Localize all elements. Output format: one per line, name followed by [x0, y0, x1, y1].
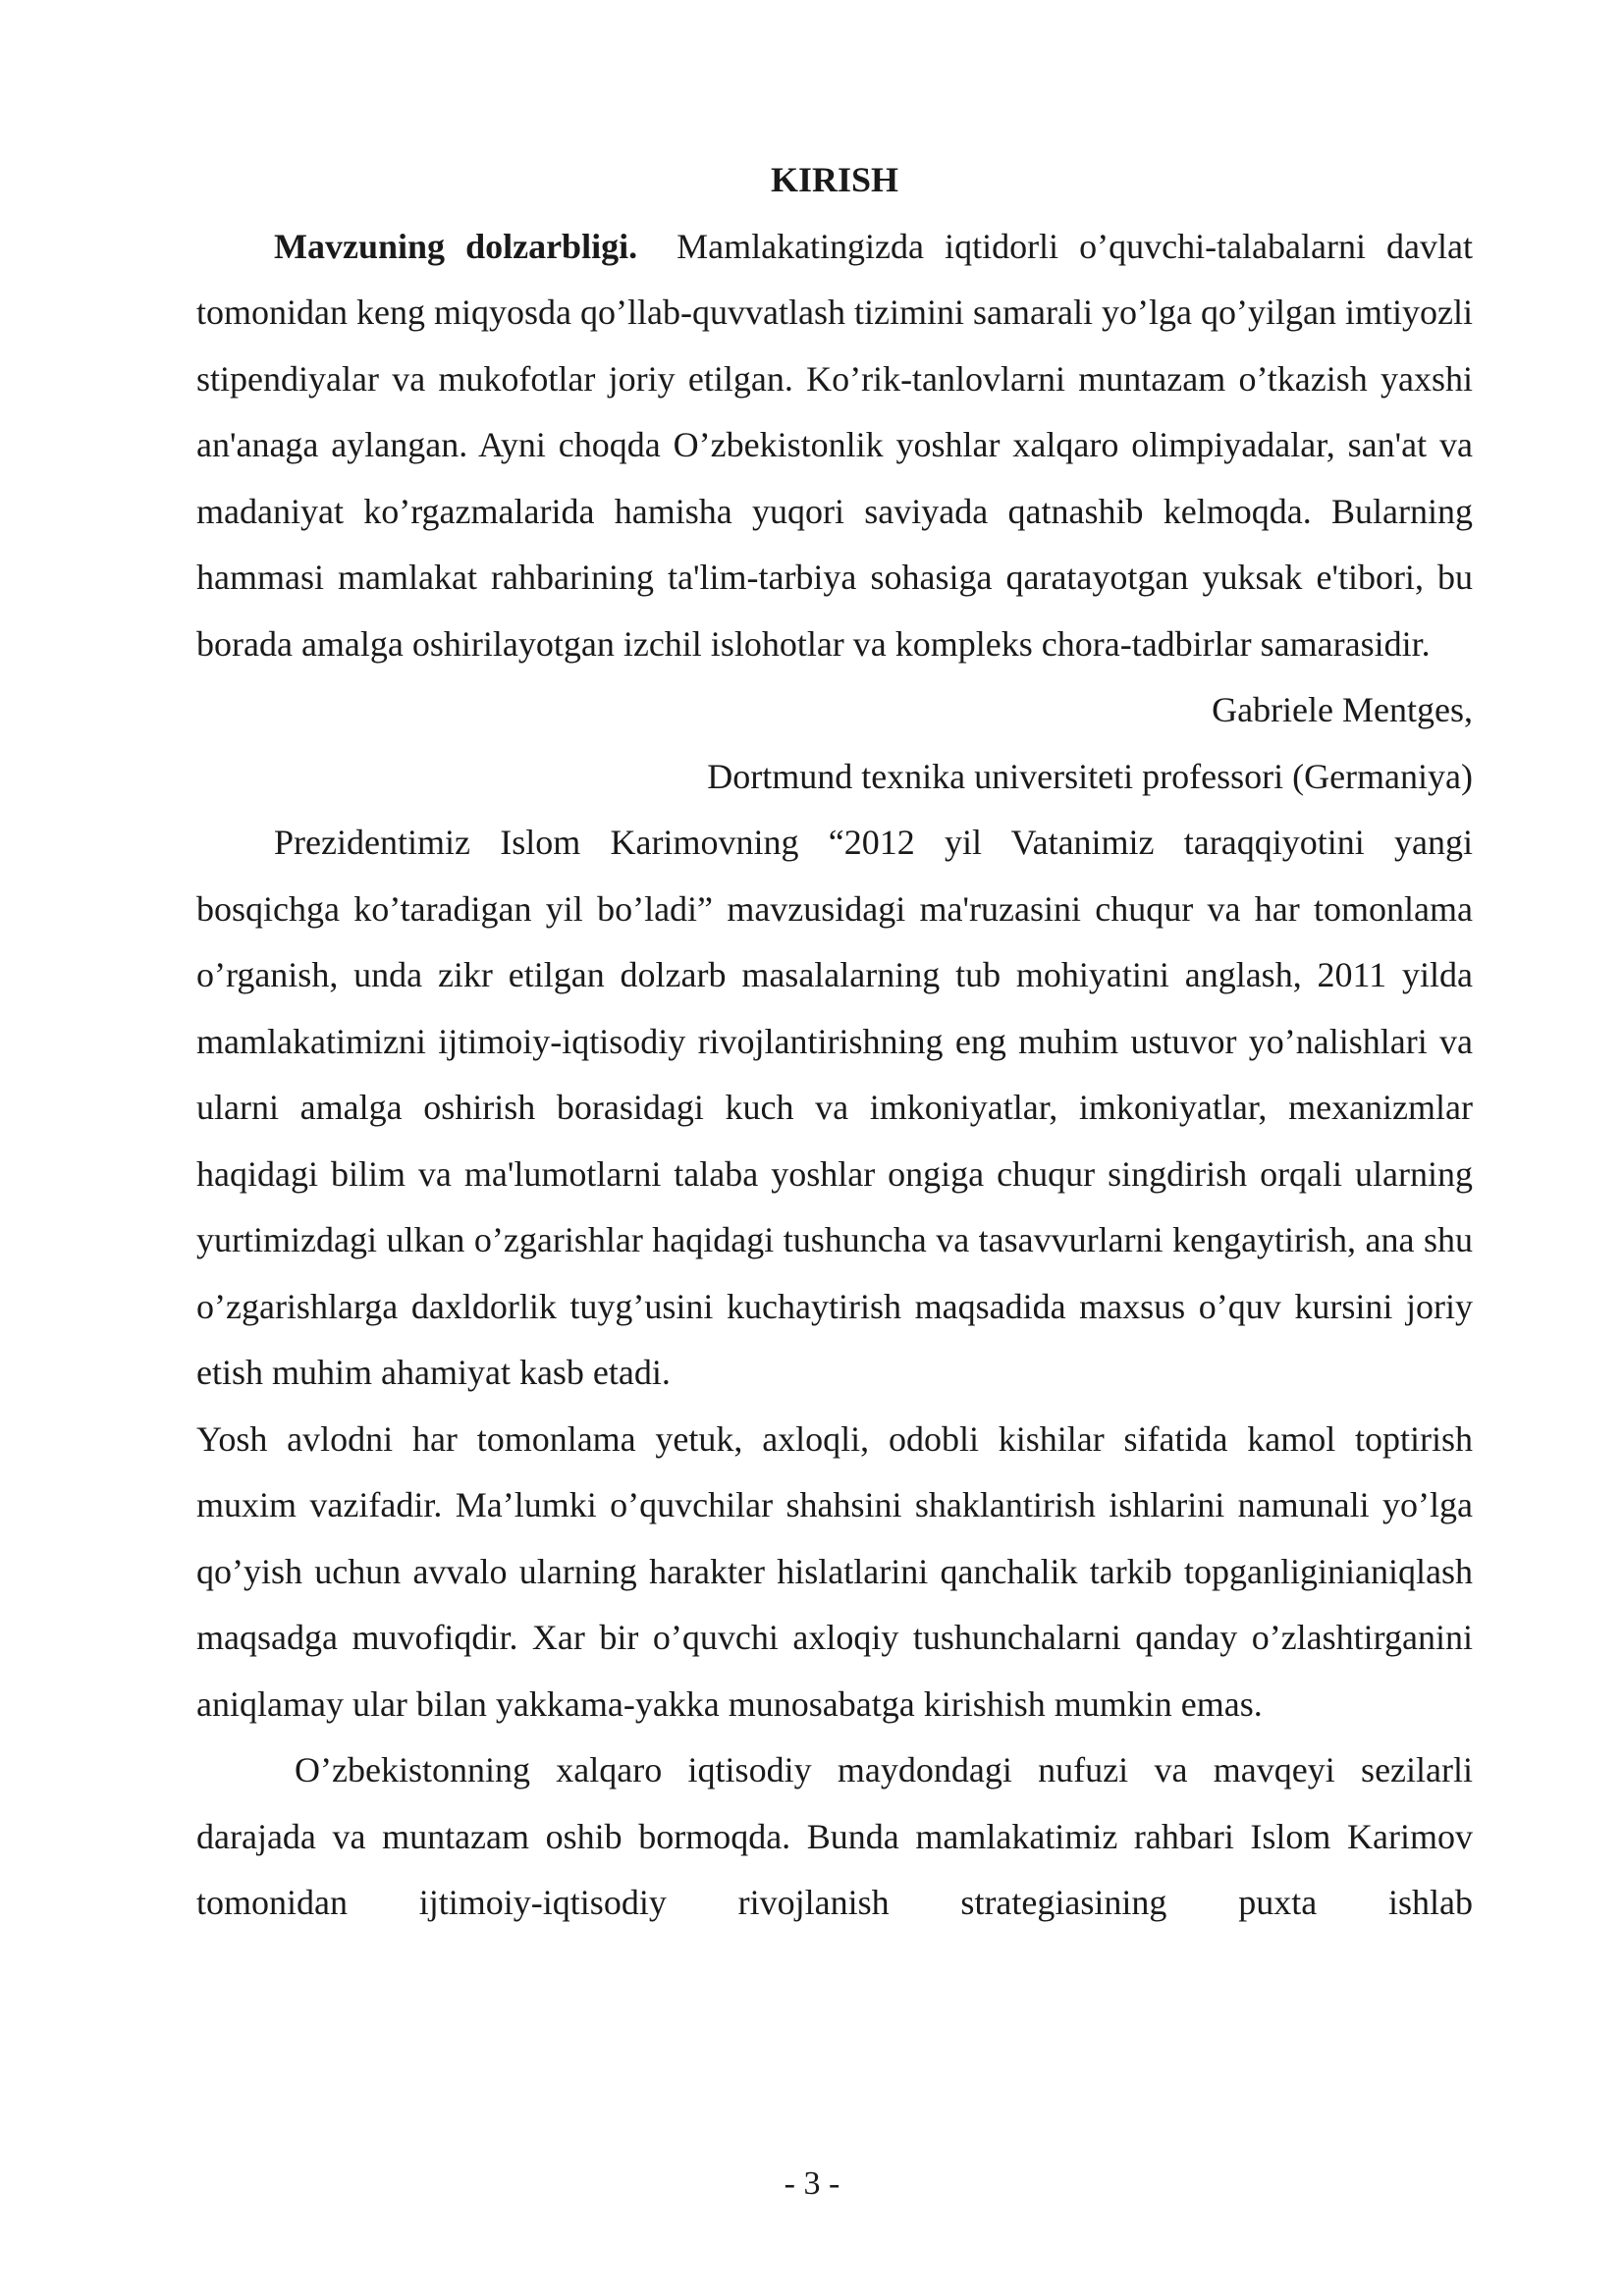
body-paragraph-1: Prezidentimiz Islom Karimovning “2012 yil Vatanimiz taraqqiyotini yangi bosqichga ko’taradigan yil bo’ladi” mavzusidagi ma'ruzasini chuqur va har tomonlama o’rganish, unda zikr etilgan dolzarb masalalarning tub mohiyatini anglash, 2011 yilda mamlakatimizni ijtimoiy-iqtisodiy rivojlantirishning eng muhim ustuvor yo’nalishlari va ularni amalga oshirish borasidagi kuch va imkoniyatlar, imkoniyatlar, mexanizmlar haqidagi bilim va ma'lumotlarni talaba yoshlar ongiga chuqur singdirish orqali ularning yurtimizdagi ulkan o’zgarishlar haqidagi tushuncha va tasavvurlarni kengaytirish, ana shu o’zgarishlarga daxldorlik tuyg’usini kuchaytirish maqsadida maxsus o’quv kursini joriy etish muhim ahamiyat kasb etadi.	[196, 823, 1473, 1392]
attribution-name: Gabriele Mentges,	[1212, 690, 1473, 729]
page-number: - 3 -	[784, 2165, 840, 2202]
intro-lead: Mavzuning dolzarbligi.	[274, 226, 638, 266]
document-page	[196, 147, 1473, 1937]
intro-text: Mamlakatingizda iqtidorli o’quvchi-talabalarni davlat tomonidan keng miqyosda qo’llab-quvvatlash tizimini samarali yo’lga qo’yilgan imtiyozli stipendiyalar va mukofotlar joriy etilgan. Ko’rik-tanlovlarni muntazam o’tkazish yaxshi an'anaga aylangan. Ayni choqda O’zbekistonlik yoshlar xalqaro olimpiyadalar, san'at va madaniyat ko’rgazmalarida hamisha yuqori saviyada qatnashib kelmoqda. Bularning hammasi mamlakat rahbarining ta'lim-tarbiya sohasiga qaratayotgan yuksak e'tibori, bu borada amalga oshirilayotgan izchil islohotlar va kompleks chora-tadbirlar samarasidir.	[196, 226, 1473, 664]
page-title: KIRISH	[770, 160, 899, 199]
body-paragraph-2: Yosh avlodni har tomonlama yetuk, axloqli, odobli kishilar sifatida kamol toptirish muxim vazifadir. Ma’lumki o’quvchilar shahsini shaklantirish ishlarini namunali yo’lga qo’yish uchun avvalo ularning harakter hislatlarini qanchalik tarkib topganliginianiqlash maqsadga muvofiqdir. Xar bir o’quvchi axloqiy tushunchalarni qanday o’zlashtirganini aniqlamay ular bilan yakkama-yakka munosabatga kirishish mumkin emas.	[196, 1418, 1473, 1724]
intro-paragraph	[196, 214, 1473, 678]
attribution-affiliation: Dortmund texnika universiteti professori (Germaniya)	[707, 756, 1473, 796]
body-paragraph-3: O’zbekistonning xalqaro iqtisodiy maydondagi nufuzi va mavqeyi sezilarli darajada va muntazam oshib bormoqda. Bunda mamlakatimiz rahbari Islom Karimov tomonidan ijtimoiy-iqtisodiy rivojlanish strategiasining puxta ishlab	[196, 1750, 1473, 1922]
